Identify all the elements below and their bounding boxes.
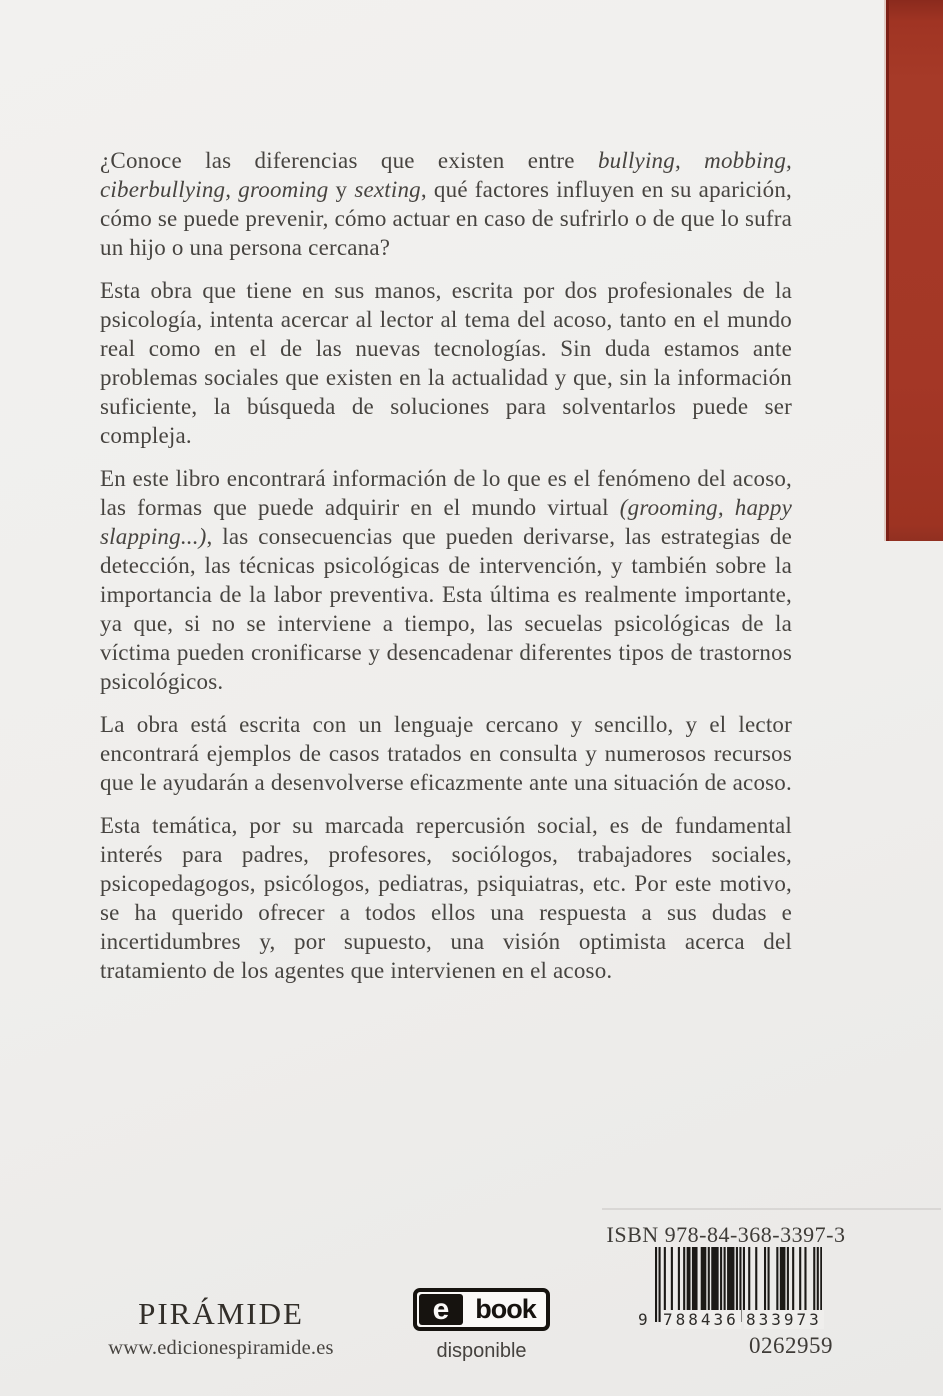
product-code: 0262959 bbox=[749, 1333, 833, 1358]
ebook-caption: disponible bbox=[436, 1340, 527, 1362]
paragraph: Esta obra que tiene en sus manos, escrita por dos profesionales de la psicología, intenta acercar al lector al tema del acoso, tanto en el mundo real como en el de las nuevas tecnologías. Sin duda estamos ante problemas sociales que existen en la actualidad y que, sin la información suficiente, la búsqueda de soluciones para solventarlos puede ser compleja. bbox=[100, 278, 792, 448]
isbn-divider bbox=[602, 1208, 941, 1210]
publisher-logo: PIRÁMIDE bbox=[138, 1296, 304, 1331]
red-spine-stripe bbox=[886, 0, 943, 541]
barcode-digits-right: 833973 bbox=[746, 1310, 822, 1329]
paragraph: Esta temática, por su marcada repercusión social, es de fundamental interés para padres, profesores, sociólogos, trabajadores sociales, psicopedagogos, psicólogos, pediatras, psiquiatras, etc. Por este motivo, se ha querido ofrecer a todos ellos una respuesta a sus dudas e incertidumbres y, por supuesto, una visión optimista acerca del tratamiento de los agentes que intervienen en el acoso. bbox=[100, 813, 792, 983]
barcode-digits-left: 788436 bbox=[663, 1310, 739, 1329]
barcode-lead-digit: 9 bbox=[638, 1310, 648, 1329]
ebook-logo bbox=[413, 1288, 550, 1331]
ebook-e-icon: e bbox=[419, 1294, 463, 1325]
publisher-block bbox=[88, 1296, 354, 1360]
back-cover-text bbox=[100, 146, 792, 999]
paragraph: La obra está escrita con un lenguaje cercano y sencillo, y el lector encontrará ejemplos de casos tratados en consulta y numerosos recursos que le ayudarán a desenvolverse eficazmente ante una situación de acoso. bbox=[100, 712, 792, 795]
publisher-website: www.edicionespiramide.es bbox=[108, 1337, 334, 1359]
ebook-logo-text: book bbox=[475, 1294, 536, 1324]
isbn-label: ISBN 978-84-368-3397-3 bbox=[606, 1222, 846, 1247]
paragraph: En este libro encontrará información de lo que es el fenómeno del acoso, las formas que puede adquirir en el mundo virtual (grooming, happy slapping...), las consecuencias que pueden derivarse, las estrategias de detección, las técnicas psicológicas de intervención, y también sobre la importancia de la labor preventiva. Esta última es realmente importante, ya que, si no se interviene a tiempo, las secuelas psicológicas de la víctima pueden cronificarse y desencadenar diferentes tipos de trastornos psicológicos. bbox=[100, 466, 792, 694]
paragraph: ¿Conoce las diferencias que existen entre bullying, mobbing, ciberbullying, grooming y sexting, qué factores influyen en su aparición, cómo se puede prevenir, cómo actuar en caso de sufrirlo o de que lo sufra un hijo o una persona cercana? bbox=[100, 148, 793, 260]
ean-barcode bbox=[638, 1247, 838, 1331]
